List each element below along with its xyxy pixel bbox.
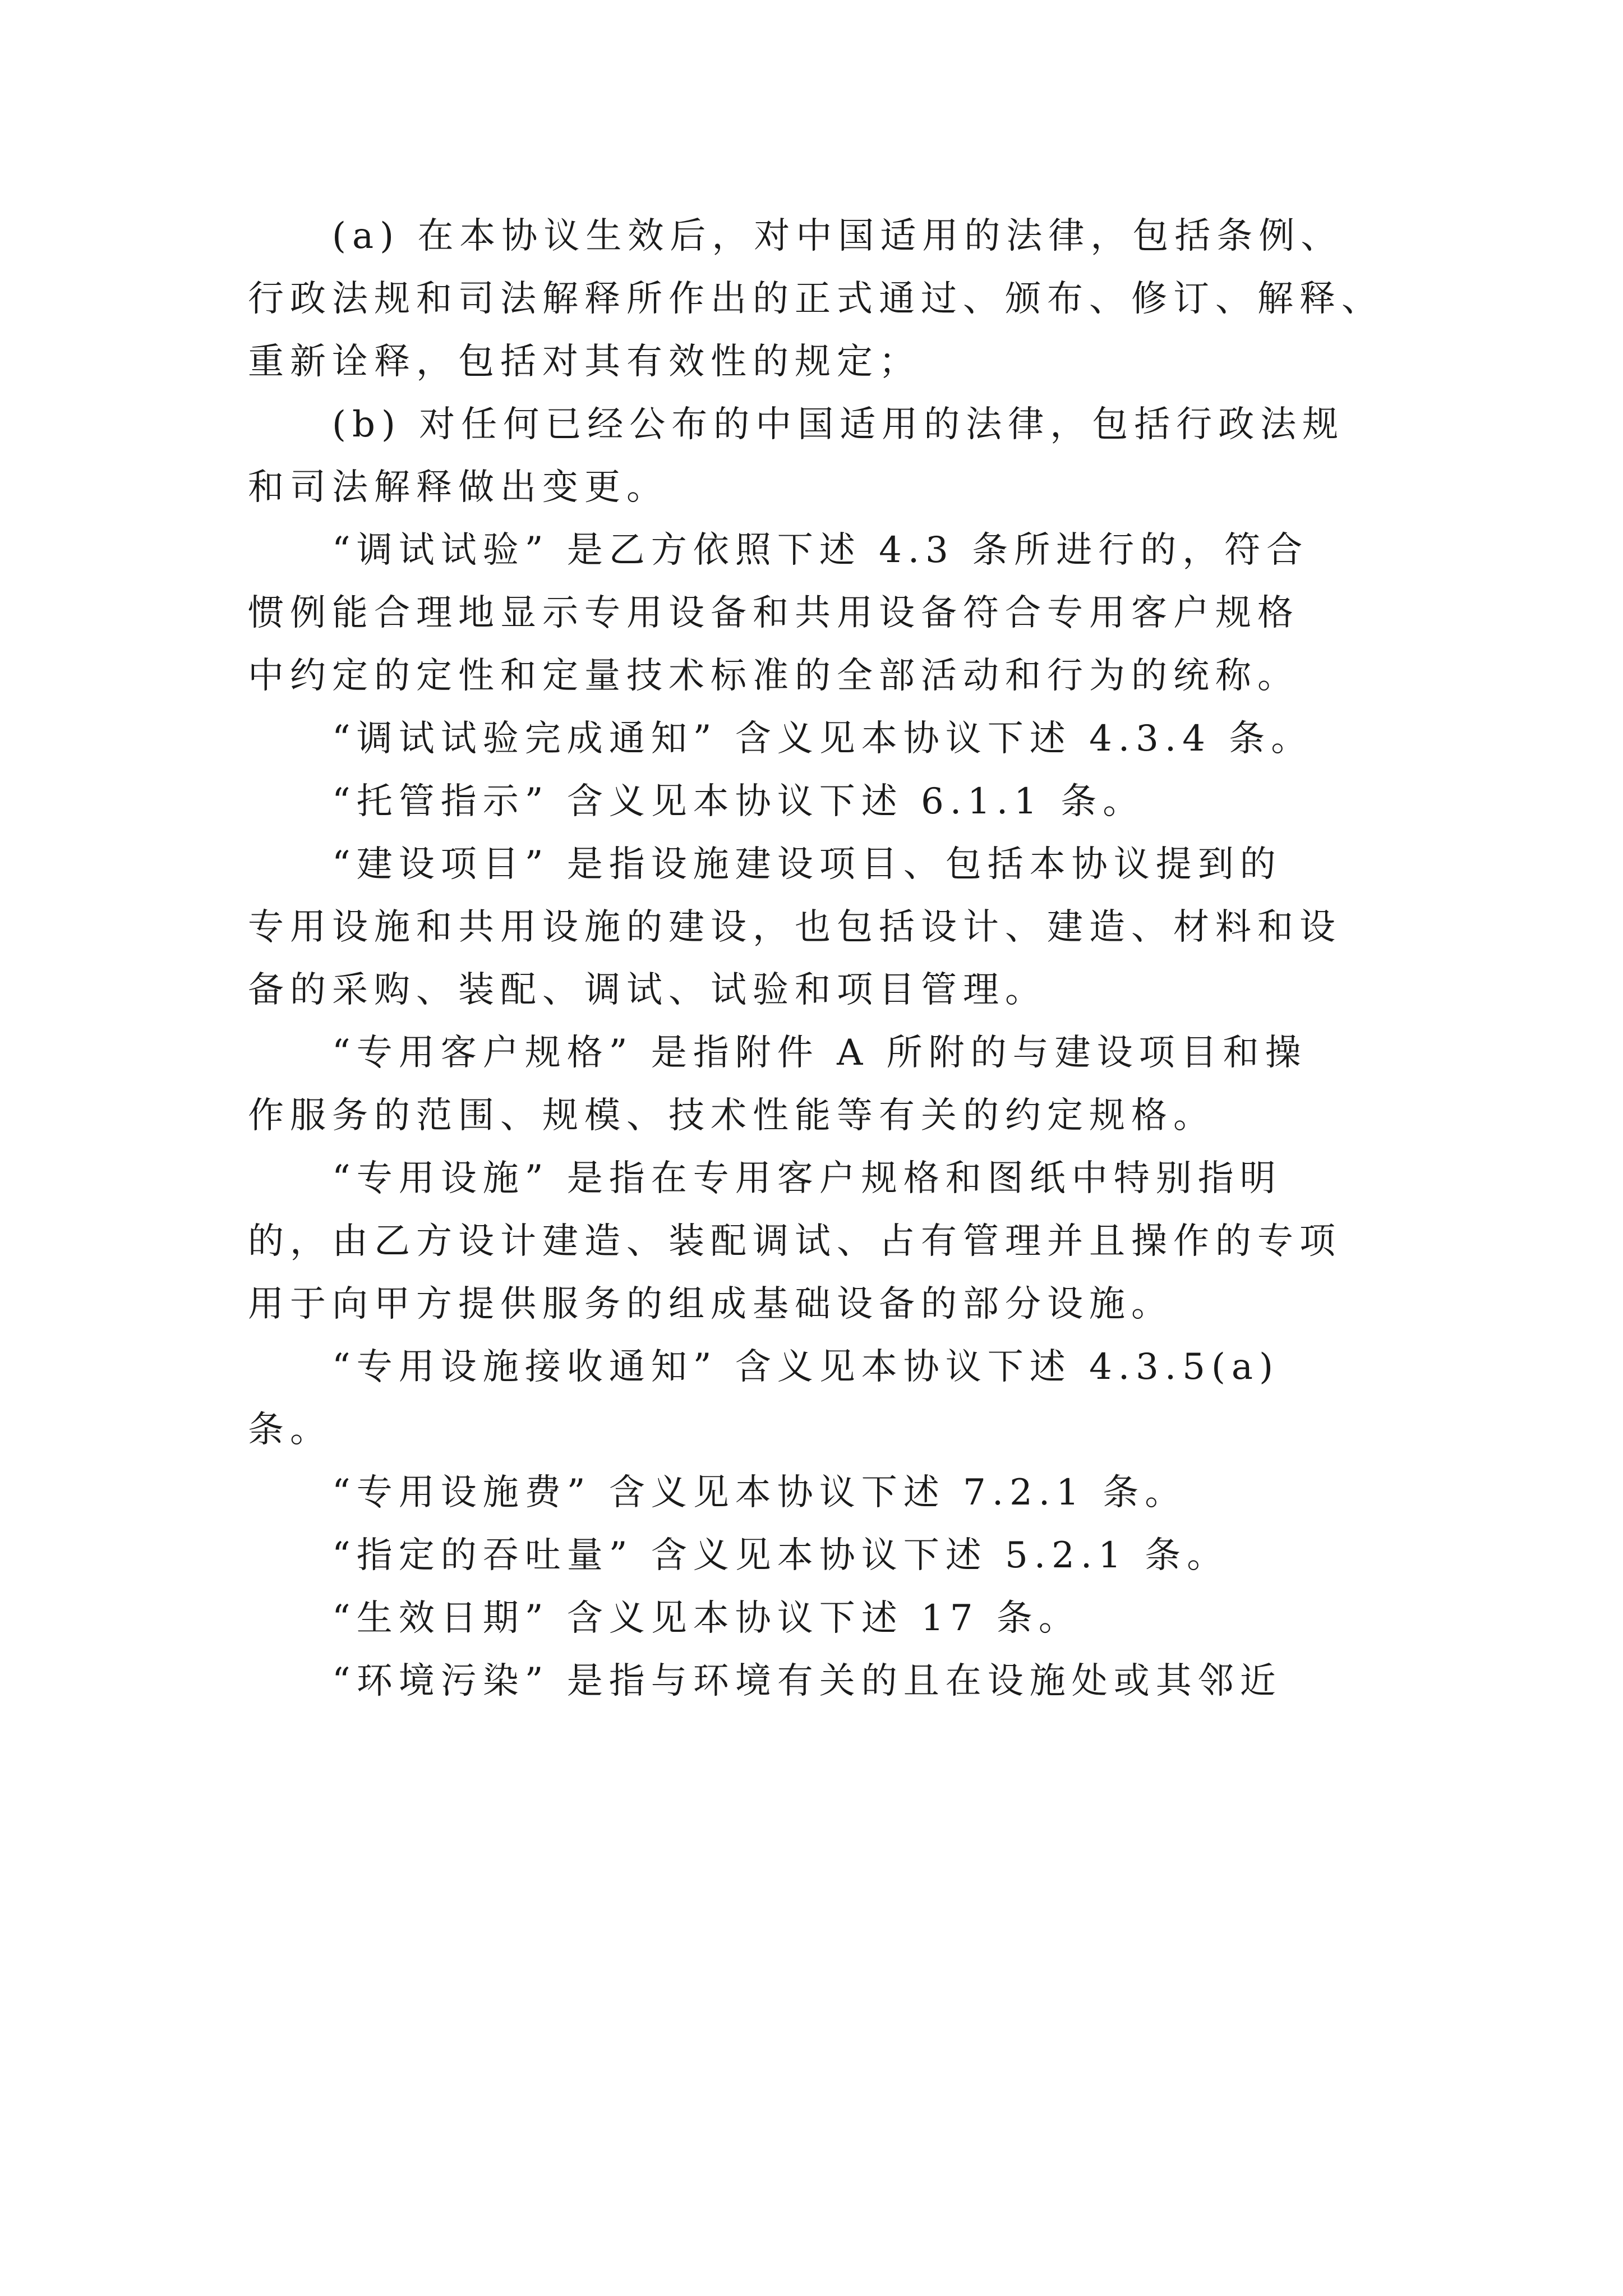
text-line: 和司法解释做出变更。 (248, 467, 668, 508)
document-body (248, 205, 1384, 1713)
definition-dedicated-customer-spec: “专用客户规格” 是指附件 A 所附的与建设项目和操 (332, 1032, 1307, 1074)
definition-construction-project: “建设项目” 是指设施建设项目、包括本协议提到的 (332, 844, 1282, 885)
definition-dedicated-facility-fee: “专用设施费” 含义见本协议下述 7.2.1 条。 (332, 1472, 1187, 1513)
definition-dedicated-facility: “专用设施” 是指在专用客户规格和图纸中特别指明 (332, 1158, 1282, 1199)
definition-custody-instruction: “托管指示” 含义见本协议下述 6.1.1 条。 (332, 781, 1145, 822)
text-line: (a) 在本协议生效后，对中国适用的法律，包括条例、 (332, 215, 1343, 257)
text-line: 行政法规和司法解释所作出的正式通过、颁布、修订、解释、 (248, 278, 1384, 320)
text-line: 用于向甲方提供服务的组成基础设备的部分设施。 (248, 1283, 1173, 1325)
text-line: (b) 对任何已经公布的中国适用的法律，包括行政法规 (332, 404, 1345, 445)
text-line: 中约定的定性和定量技术标准的全部活动和行为的统称。 (248, 655, 1299, 697)
definition-effective-date: “生效日期” 含义见本协议下述 17 条。 (332, 1598, 1081, 1639)
definition-commissioning-test: “调试试验” 是乙方依照下述 4.3 条所进行的，符合 (332, 530, 1309, 571)
text-line: 重新诠释，包括对其有效性的规定； (248, 341, 921, 383)
definition-commissioning-completion-notice: “调试试验完成通知” 含义见本协议下述 4.3.4 条。 (332, 718, 1313, 760)
text-line: 的，由乙方设计建造、装配调试、占有管理并且操作的专项 (248, 1221, 1341, 1262)
definition-facility-acceptance-notice: “专用设施接收通知” 含义见本协议下述 4.3.5(a) (332, 1346, 1280, 1388)
text-line: 备的采购、装配、调试、试验和项目管理。 (248, 969, 1047, 1011)
text-line: 条。 (248, 1409, 332, 1451)
definition-environmental-pollution: “环境污染” 是指与环境有关的且在设施处或其邻近 (332, 1660, 1282, 1702)
text-line: 惯例能合理地显示专用设备和共用设备符合专用客户规格 (248, 592, 1299, 634)
text-line: 专用设施和共用设施的建设，也包括设计、建造、材料和设 (248, 907, 1341, 948)
definition-designated-throughput: “指定的吞吐量” 含义见本协议下述 5.2.1 条。 (332, 1535, 1229, 1576)
text-line: 作服务的范围、规模、技术性能等有关的约定规格。 (248, 1095, 1215, 1137)
